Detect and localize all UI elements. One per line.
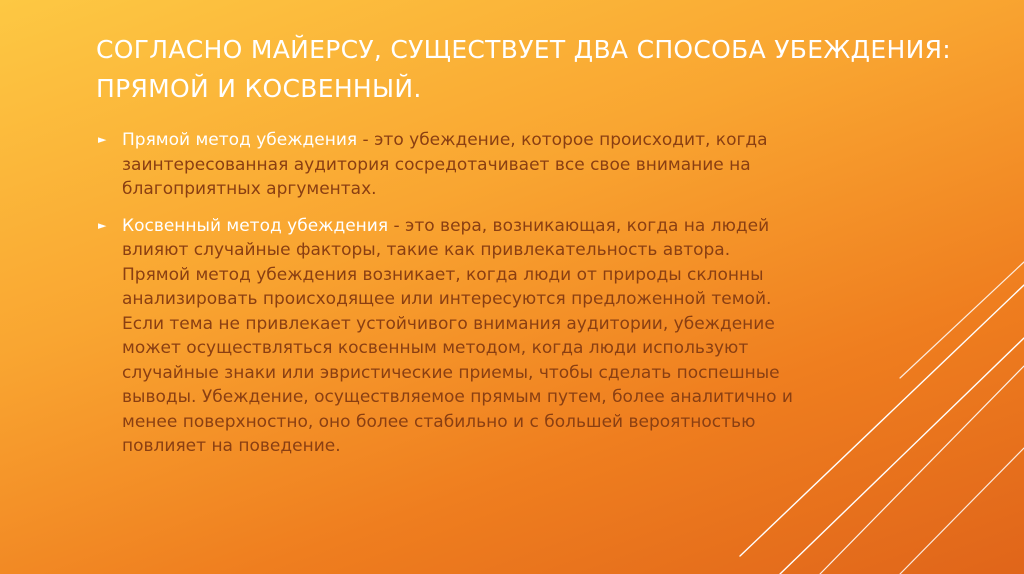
decor-line-5 xyxy=(900,448,1024,574)
decor-line-4 xyxy=(820,366,1024,574)
bullet-term: Прямой метод убеждения xyxy=(122,130,358,150)
slide-title-line-1: СОГЛАСНО МАЙЕРСУ, СУЩЕСТВУЕТ ДВА СПОСОБА УБЕЖДЕНИЯ: xyxy=(96,35,951,64)
decor-line-3 xyxy=(780,338,1024,574)
bullet-arrow-icon: ► xyxy=(98,218,107,232)
bullet-direct-method xyxy=(96,128,796,202)
decor-line-1 xyxy=(900,262,1024,378)
bullet-arrow-icon: ► xyxy=(98,133,107,146)
slide-title xyxy=(96,30,956,108)
slide-title-line-2: ПРЯМОЙ И КОСВЕННЫЙ. xyxy=(96,74,422,103)
bullet-indirect-method xyxy=(96,214,796,459)
bullet-term: Косвенный метод убеждения xyxy=(122,215,389,236)
bullet-text: - это убеждение, которое происходит, когда заинтересованная аудитория сосредотачивает все свое внимание на благоприятных аргументах. xyxy=(122,130,768,199)
bullet-list xyxy=(96,128,796,471)
bullet-text: - это вера, возникающая, когда на людей влияют случайные факторы, такие как привлекательность автора. Прямой метод убеждения возникает, когда люди от природы склонны анализировать происходящее или интересуются предложенной темой. Если тема не привлекает устойчивого внимания аудитории, убеждение может осуществляться косвенным методом, когда люди используют случайные знаки или эвристические приемы, чтобы сделать поспешные выводы. Убеждение, осуществляемое прямым путем, более аналитично и менее поверхностно, оно более стабильно и с большей вероятностью повлияет на поведение. xyxy=(122,215,793,456)
